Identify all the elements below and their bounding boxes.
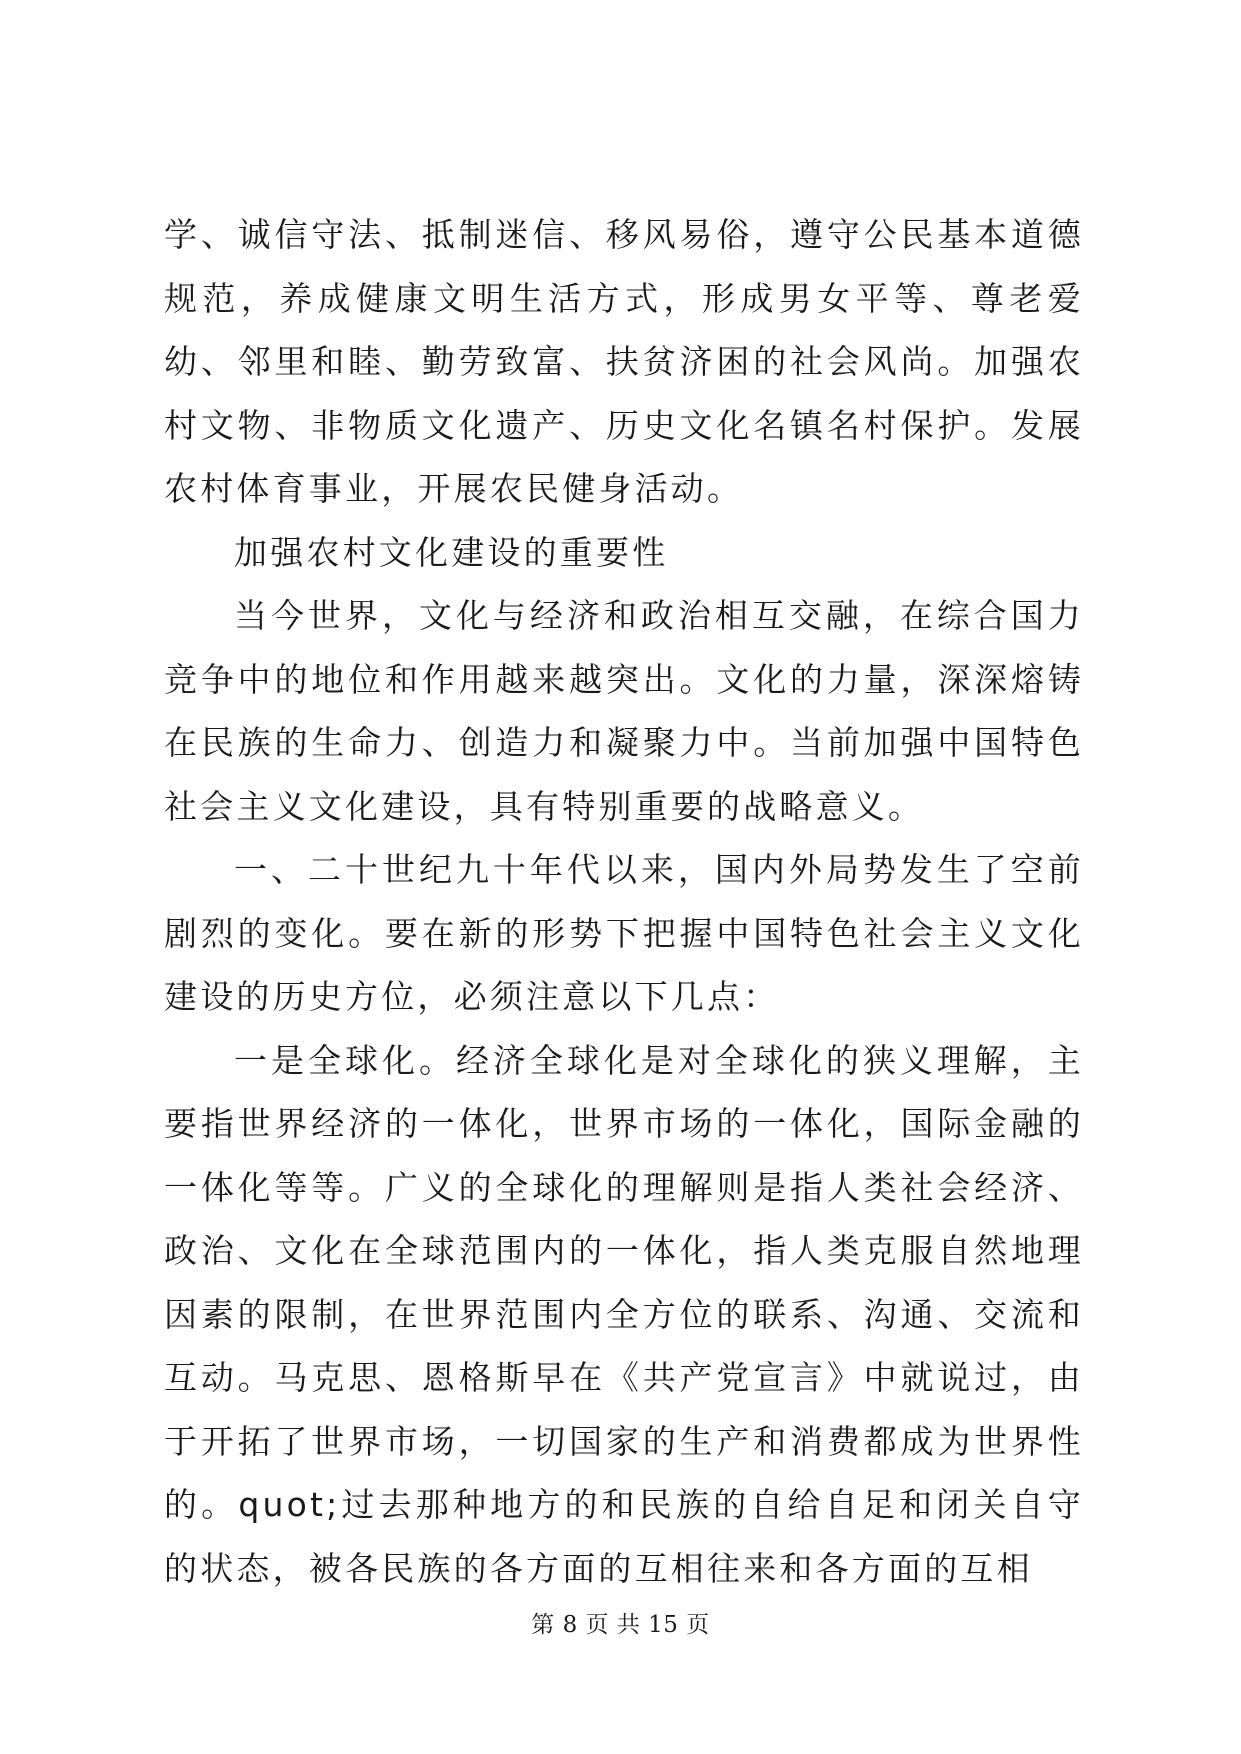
paragraph-1: 学、诚信守法、抵制迷信、移风易俗，遵守公民基本道德规范，养成健康文明生活方式，形成男女平等、尊老爱幼、邻里和睦、勤劳致富、扶贫济困的社会风尚。加强农村文物、非物质文化遗产、历史文化名镇名村保护。发展农村体育事业，开展农民健身活动。 xyxy=(164,215,1084,508)
section-heading: 加强农村文化建设的重要性 xyxy=(234,532,669,572)
paragraph-3: 一、二十世纪九十年代以来，国内外局势发生了空前剧烈的变化。要在新的形势下把握中国特色社会主义文化建设的历史方位，必须注意以下几点： xyxy=(164,850,1084,1016)
document-body xyxy=(164,203,1084,1600)
paragraph-4: 一是全球化。经济全球化是对全球化的狭义理解，主要指世界经济的一体化，世界市场的一体化，国际金融的一体化等等。广义的全球化的理解则是指人类社会经济、政治、文化在全球范围内的一体化，指人类克服自然地理因素的限制，在世界范围内全方位的联系、沟通、交流和互动。马克思、恩格斯早在《共产党宣言》中就说过，由于开拓了世界市场，一切国家的生产和消费都成为世界性的。quot;过去那种地方的和民族的自给自足和闭关自守的状态，被各民族的各方面的互相往来和各方面的互相 xyxy=(164,1040,1084,1588)
paragraph-2: 当今世界，文化与经济和政治相互交融，在综合国力竞争中的地位和作用越来越突出。文化的力量，深深熔铸在民族的生命力、创造力和凝聚力中。当前加强中国特色社会主义文化建设，具有特别重要的战略意义。 xyxy=(164,596,1084,826)
page-number-footer: 第 8 页 共 15 页 xyxy=(531,1612,710,1638)
